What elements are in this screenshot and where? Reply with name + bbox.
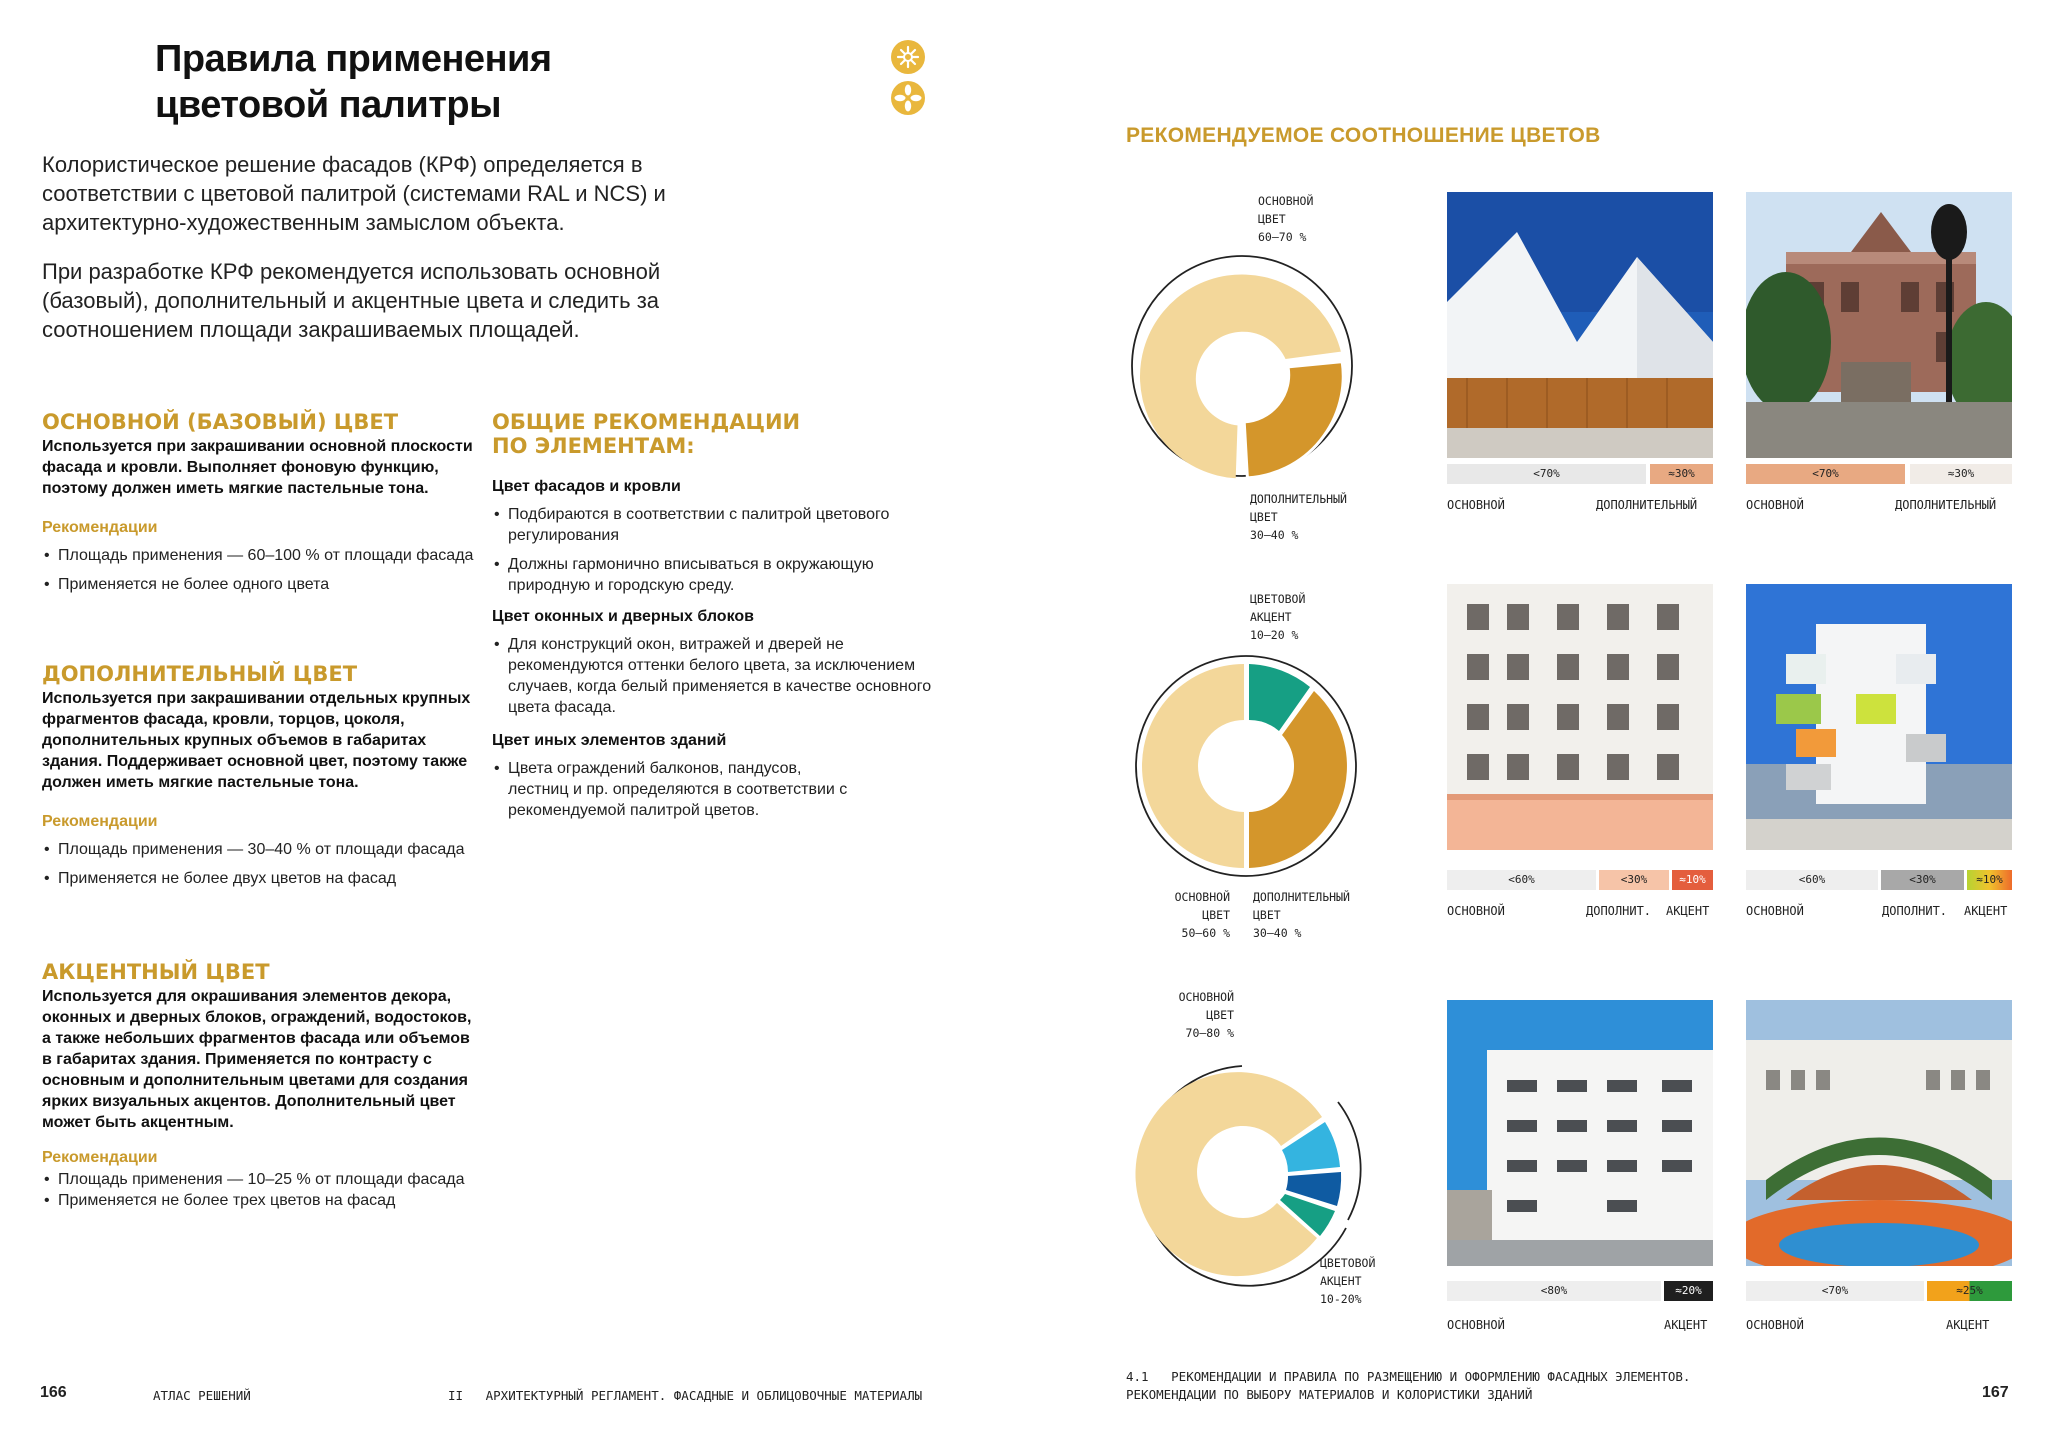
flower-icon [890, 80, 926, 116]
window-color-list [492, 634, 932, 718]
r2a-main-bar: <60% [1447, 870, 1596, 890]
list-item: • Цвета ограждений балконов, пандусов, лестниц и пр. определяются в соответствии с рекомендуемой палитрой цветов. [492, 758, 852, 821]
donut1-label-extra: ДОПОЛНИТЕЛЬНЫЙ ЦВЕТ 30–40 % [1250, 492, 1347, 542]
donut2-label-extra: ДОПОЛНИТЕЛЬНЫЙ ЦВЕТ 30–40 % [1253, 890, 1350, 940]
r2b-extra-bar: <30% [1881, 870, 1964, 890]
r1b-label-main: ОСНОВНОЙ [1746, 498, 1804, 512]
r3a-accent-bar: ≈20% [1664, 1281, 1713, 1301]
r2b-label-accent: АКЦЕНТ [1964, 904, 2008, 918]
main-color-body: Используется при закрашивании основной плоскости фасада и кровли. Выполняет фоновую функцию, поэтому должен иметь мягкие пастельные тона. [42, 438, 473, 497]
other-color-subheading: Цвет иных элементов зданий [492, 732, 727, 749]
r1a-extra-bar: ≈30% [1650, 464, 1713, 484]
page-number-left: 166 [40, 1384, 67, 1401]
donut-chart-1 [1126, 250, 1358, 482]
extra-color-body: Используется при закрашивании отдельных крупных фрагментов фасада, кровли, торцов, цоколя, дополнительных крупных объемов в габаритах здания. Поддерживает основной цвет, поэтому также должен иметь мягкие пастельные тона. [42, 690, 471, 791]
main-color-heading: ОСНОВНОЙ (БАЗОВЫЙ) ЦВЕТ [42, 410, 399, 434]
accent-color-section [42, 960, 482, 1219]
ratio-heading: РЕКОМЕНДУЕМОЕ СООТНОШЕНИЕ ЦВЕТОВ [1126, 124, 1601, 147]
list-item: • Применяется не более одного цвета [42, 574, 482, 595]
r1a-main-bar: <70% [1447, 464, 1646, 484]
window-color-subheading: Цвет оконных и дверных блоков [492, 608, 754, 625]
donut1-extra-segment [1244, 362, 1343, 478]
footer-chapter: 4.1 РЕКОМЕНДАЦИИ И ПРАВИЛА ПО РАЗМЕЩЕНИЮ И ОФОРМЛЕНИЮ ФАСАДНЫХ ЭЛЕМЕНТОВ. РЕКОМЕНДАЦИИ ПО ВЫБОРУ МАТЕРИАЛОВ И КОЛОРИСТИКИ ЗДАНИЙ [1126, 1369, 1691, 1402]
r1a-label-extra: ДОПОЛНИТЕЛЬНЫЙ [1596, 498, 1698, 512]
page-number-right: 167 [1982, 1384, 2009, 1401]
r2b-label-extra: ДОПОЛНИТ. [1882, 904, 1948, 918]
donut1-label-main: ОСНОВНОЙ ЦВЕТ 60–70 % [1258, 194, 1314, 244]
r2b-label-main: ОСНОВНОЙ [1746, 904, 1804, 918]
sun-icon [890, 39, 926, 75]
photo-colorful-cubes-building [1746, 584, 2012, 850]
general-recs-heading: ОБЩИЕ РЕКОМЕНДАЦИИ ПО ЭЛЕМЕНТАМ: [492, 410, 801, 458]
extra-rec-heading: Рекомендации [42, 813, 158, 830]
other-color-list [492, 758, 852, 821]
donut3-label-main: ОСНОВНОЙ ЦВЕТ 70–80 % [1178, 990, 1234, 1040]
r2a-label-main: ОСНОВНОЙ [1447, 904, 1505, 918]
r2b-main-bar: <60% [1746, 870, 1878, 890]
r2a-extra-bar: <30% [1599, 870, 1669, 890]
r1b-main-bar: <70% [1746, 464, 1905, 484]
page-title: Правила применения цветовой палитры [155, 38, 552, 126]
accent-rec-list [42, 1169, 482, 1211]
donut-chart-2 [1130, 650, 1362, 882]
r2a-label-extra: ДОПОЛНИТ. [1586, 904, 1652, 918]
accent-color-body: Используется для окрашивания элементов декора, оконных и дверных блоков, ограждений, водостоков, а также небольших фрагментов фасада или объемов в габаритах здания. Применяется по контрасту с основным и дополнительным цветами для создания ярких визуальных акцентов. Дополнительный цвет может быть акцентным. [42, 988, 472, 1131]
extra-color-heading: ДОПОЛНИТЕЛЬНЫЙ ЦВЕТ [42, 662, 358, 686]
accent-rec-heading: Рекомендации [42, 1149, 158, 1166]
list-item: • Подбираются в соответствии с палитрой цветового регулирования [492, 504, 932, 546]
list-item: • Площадь применения — 10–25 % от площади фасада [42, 1169, 482, 1190]
footer-book-title: АТЛАС РЕШЕНИЙ [153, 1388, 251, 1403]
photo-white-apartment [1447, 1000, 1713, 1266]
r2a-label-accent: АКЦЕНТ [1666, 904, 1710, 918]
donut3-label-accent: ЦВЕТОВОЙ АКЦЕНТ 10-20% [1320, 1256, 1376, 1306]
r3a-main-bar: <80% [1447, 1281, 1661, 1301]
photo-courtyard-arch [1746, 1000, 2012, 1266]
donut2-label-accent: ЦВЕТОВОЙ АКЦЕНТ 10–20 % [1250, 592, 1306, 642]
intro-paragraph-2: При разработке КРФ рекомендуется использовать основной (базовый), дополнительный и акцентные цвета и следить за соотношением площади закрашиваемых площадей. [42, 259, 661, 342]
r2b-accent-bar: ≈10% [1967, 870, 2012, 890]
list-item: • Площадь применения — 60–100 % от площади фасада [42, 545, 482, 566]
main-color-section [42, 410, 482, 603]
r3b-label-accent: АКЦЕНТ [1946, 1318, 1990, 1332]
list-item: • Должны гармонично вписываться в окружающую природную и городскую среду. [492, 554, 932, 596]
extra-color-section [42, 662, 482, 897]
photo-residential-tower-peach [1447, 584, 1713, 850]
r3b-main-bar: <70% [1746, 1281, 1924, 1301]
facade-color-list [492, 504, 932, 596]
r1b-label-extra: ДОПОЛНИТЕЛЬНЫЙ [1895, 498, 1997, 512]
list-item: • Площадь применения — 30–40 % от площади фасада [42, 839, 482, 860]
r1b-extra-bar: ≈30% [1910, 464, 2012, 484]
general-recs-section [492, 410, 932, 829]
main-rec-list [42, 545, 482, 595]
photo-white-building-wood [1447, 192, 1713, 458]
r3b-accent-bar: ≈25% [1927, 1281, 2012, 1301]
donut2-label-main: ОСНОВНОЙ ЦВЕТ 50–60 % [1174, 890, 1230, 940]
r3b-label-main: ОСНОВНОЙ [1746, 1318, 1804, 1332]
accent-color-heading: АКЦЕНТНЫЙ ЦВЕТ [42, 960, 270, 984]
intro-paragraph-1: Колористическое решение фасадов (КРФ) определяется в соответствии с цветовой палитрой (системами RAL и NCS) и архитектурно-художественным замыслом объекта. [42, 152, 666, 235]
footer-section: II АРХИТЕКТУРНЫЙ РЕГЛАМЕНТ. ФАСАДНЫЕ И ОБЛИЦОВОЧНЫЕ МАТЕРИАЛЫ [448, 1388, 923, 1403]
r2a-accent-bar: ≈10% [1672, 870, 1713, 890]
facade-color-subheading: Цвет фасадов и кровли [492, 478, 681, 495]
photo-historic-building [1746, 192, 2012, 458]
list-item: • Применяется не более двух цветов на фасад [42, 868, 482, 889]
extra-rec-list [42, 839, 482, 889]
r1a-label-main: ОСНОВНОЙ [1447, 498, 1505, 512]
list-item: • Применяется не более трех цветов на фасад [42, 1190, 482, 1211]
list-item: • Для конструкций окон, витражей и дверей не рекомендуются оттенки белого цвета, за исключением случаев, когда белый применяется в качестве основного цвета фасада. [492, 634, 932, 718]
r3a-label-accent: АКЦЕНТ [1664, 1318, 1708, 1332]
main-rec-heading: Рекомендации [42, 519, 158, 536]
donut2-main-segment [1142, 664, 1244, 868]
r3a-label-main: ОСНОВНОЙ [1447, 1318, 1505, 1332]
